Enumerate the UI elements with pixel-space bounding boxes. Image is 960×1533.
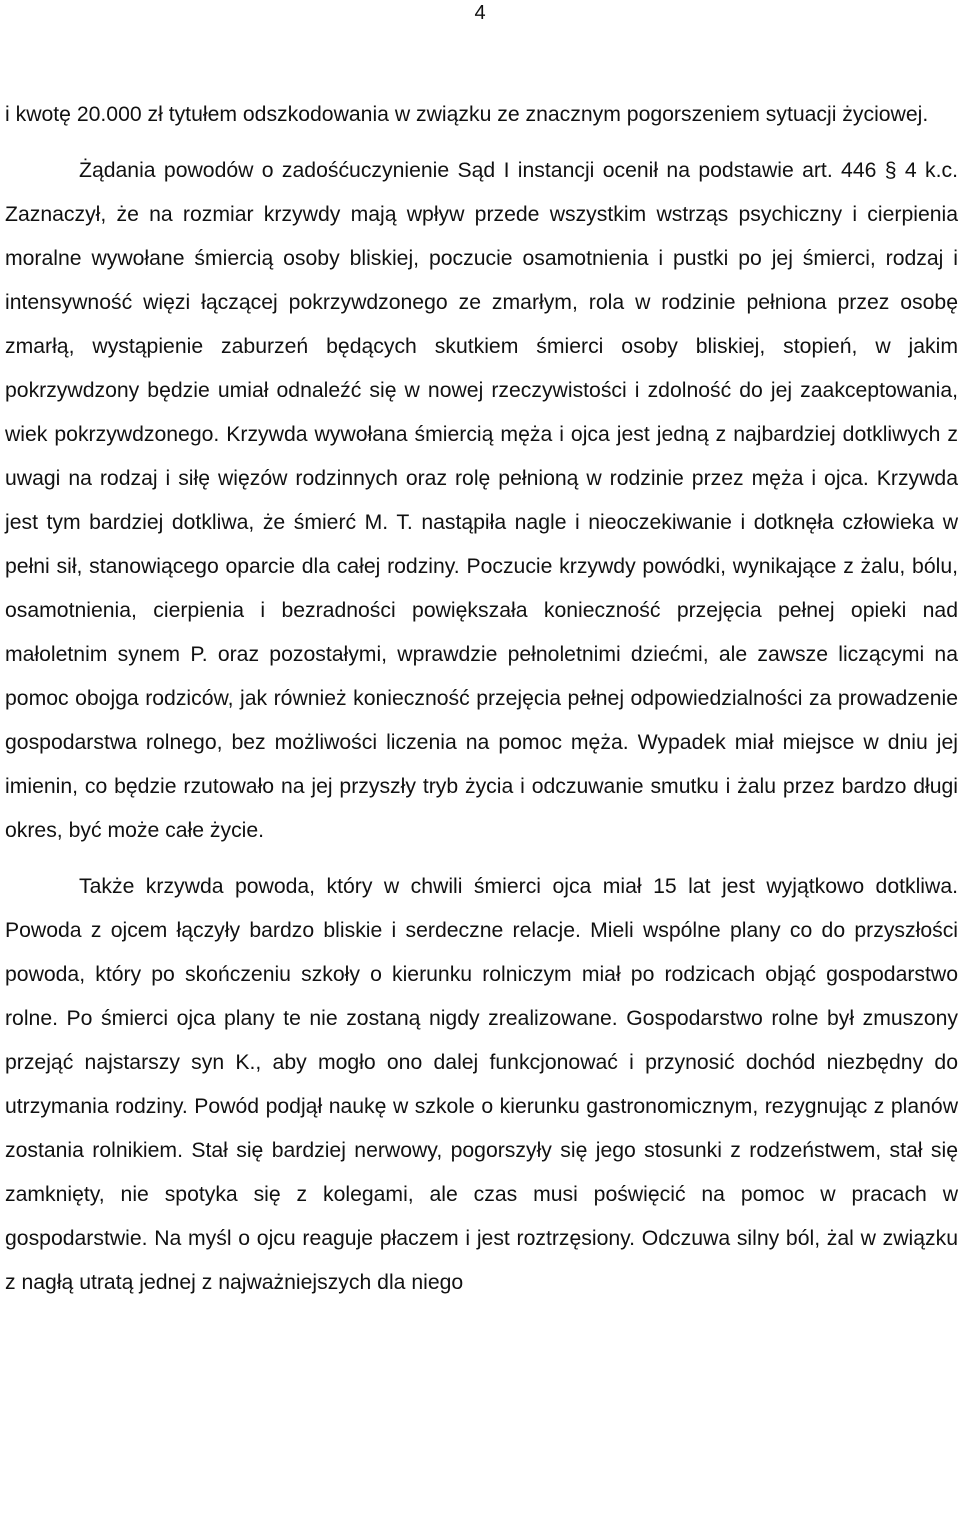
page-number: 4 (474, 2, 486, 24)
document-body (5, 93, 958, 1305)
paragraph-2: Żądania powodów o zadośćuczynienie Sąd I instancji ocenił na podstawie art. 446 § 4 k.c. Zaznaczył, że na rozmiar krzywdy mają wpływ przede wszystkim wstrząs psychiczny i cierpienia moralne wywołane śmiercią osoby bliskiej, poczucie osamotnienia i pustki po jej śmierci, rodzaj i intensywność więzi łączącej pokrzywdzonego ze zmarłym, rola w rodzinie pełniona przez osobę zmarłą, wystąpienie zaburzeń będących skutkiem śmierci osoby bliskiej, stopień, w jakim pokrzywdzony będzie umiał odnaleźć się w nowej rzeczywistości i zdolność do jej zaakceptowania, wiek pokrzywdzonego. Krzywda wywołana śmiercią męża i ojca jest jedną z najbardziej dotkliwych z uwagi na rodzaj i siłę więzów rodzinnych oraz rolę pełnioną w rodzinie przez męża i ojca. Krzywda jest tym bardziej dotkliwa, że śmierć M. T. nastąpiła nagle i nieoczekiwanie i dotknęła człowieka w pełni sił, stanowiącego oparcie dla całej rodziny. Poczucie krzywdy powódki, wynikające z żalu, bólu, osamotnienia, cierpienia i bezradności powiększała konieczność przejęcia pełnej opieki nad małoletnim synem P. oraz pozostałymi, wprawdzie pełnoletnimi dziećmi, ale zawsze liczącymi na pomoc obojga rodziców, jak również konieczność przejęcia pełnej odpowiedzialności za prowadzenie gospodarstwa rolnego, bez możliwości liczenia na pomoc męża. Wypadek miał miejsce w dniu jej imienin, co będzie rzutowało na jej przyszły tryb życia i odczuwanie smutku i żalu przez bardzo długi okres, być może całe życie. (5, 159, 958, 842)
paragraph-1: i kwotę 20.000 zł tytułem odszkodowania w związku ze znacznym pogorszeniem sytuacji życiowej. (5, 103, 929, 126)
paragraph-3: Także krzywda powoda, który w chwili śmierci ojca miał 15 lat jest wyjątkowo dotkliwa. Powoda z ojcem łączyły bardzo bliskie i serdeczne relacje. Mieli wspólne plany co do przyszłości powoda, który po skończeniu szkoły o kierunku rolniczym miał po rodzicach objąć gospodarstwo rolne. Po śmierci ojca plany te nie zostaną nigdy zrealizowane. Gospodarstwo rolne był zmuszony przejąć najstarszy syn K., aby mogło ono dalej funkcjonować i przynosić dochód niezbędny do utrzymania rodziny. Powód podjął naukę w szkole o kierunku gastronomicznym, rezygnując z planów zostania rolnikiem. Stał się bardziej nerwowy, pogorszyły się jego stosunki z rodzeństwem, stał się zamknięty, nie spotyka się z kolegami, ale czas musi poświęcić na pomoc w pracach w gospodarstwie. Na myśl o ojcu reaguje płaczem i jest roztrzęsiony. Odczuwa silny ból, żal w związku z nagłą utratą jednej z najważniejszych dla niego (5, 875, 958, 1294)
